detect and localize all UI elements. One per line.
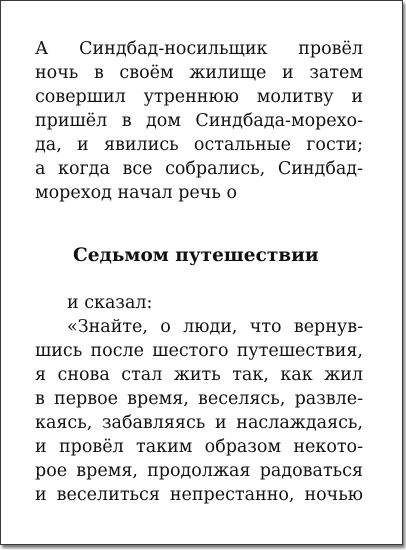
text-line: «Знайте, о люди, что вернув- bbox=[67, 317, 363, 337]
text-line: совершил утреннюю молитву и bbox=[35, 87, 363, 107]
text-line: А Синдбад-носильщик провёл bbox=[35, 39, 363, 59]
text-line: в первое время, веселясь, развле- bbox=[35, 389, 363, 409]
text-line: ночь в своём жилище и затем bbox=[35, 63, 363, 83]
text-line: и провёл таким образом некото- bbox=[35, 437, 363, 457]
text-line: да, и явились остальные гости; bbox=[35, 135, 363, 155]
text-line: я снова стал жить так, как жил bbox=[35, 365, 363, 385]
text-line: а когда все собрались, Синдбад- bbox=[35, 159, 363, 179]
text-line: мореход начал речь о bbox=[35, 183, 237, 203]
text-line: и сказал: bbox=[67, 293, 153, 313]
text-line: рое время, продолжая радоваться bbox=[35, 461, 363, 481]
text-line: шись после шестого путешествия, bbox=[35, 341, 363, 361]
text-line: пришёл в дом Синдбада-морехо- bbox=[35, 111, 363, 131]
section-heading: Седьмом путешествии bbox=[73, 245, 319, 266]
text-line: и веселиться непрестанно, ночью bbox=[35, 485, 363, 505]
text-line: каясь, забавляясь и наслаждаясь, bbox=[35, 413, 363, 433]
